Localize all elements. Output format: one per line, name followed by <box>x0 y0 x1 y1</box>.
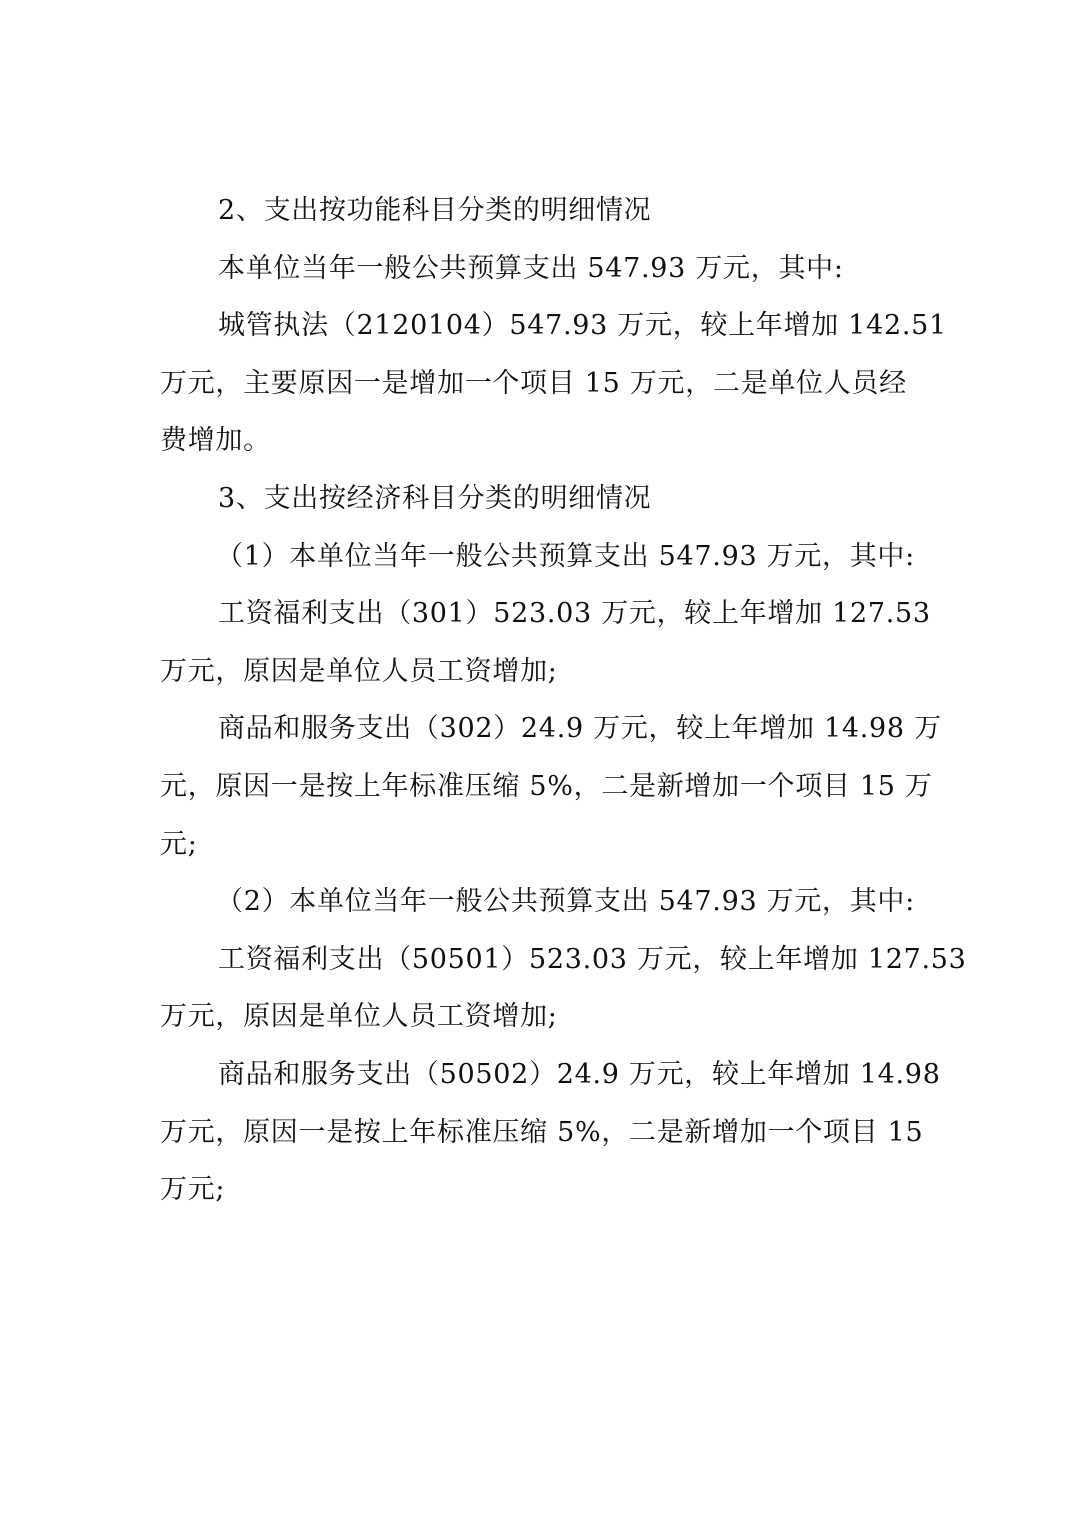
paragraph-line: 万元，原因是单位人员工资增加; <box>160 655 558 687</box>
section-heading-economic: 3、支出按经济科目分类的明细情况 <box>218 482 652 514</box>
section-heading-functional: 2、支出按功能科目分类的明细情况 <box>218 195 652 226</box>
paragraph-line: 城管执法（2120104）547.93 万元，较上年增加 142.51 <box>218 310 947 342</box>
paragraph-line: 工资福利支出（50501）523.03 万元，较上年增加 127.53 <box>218 943 967 975</box>
paragraph-line: 商品和服务支出（302）24.9 万元，较上年增加 14.98 万 <box>218 713 942 745</box>
paragraph-line: 本单位当年一般公共预算支出 547.93 万元，其中: <box>218 252 844 284</box>
paragraph-line: 费增加。 <box>160 425 271 457</box>
paragraph-line: 商品和服务支出（50502）24.9 万元，较上年增加 14.98 <box>218 1058 941 1090</box>
paragraph-line: 万元; <box>160 1174 226 1206</box>
paragraph-line: 工资福利支出（301）523.03 万元，较上年增加 127.53 <box>218 598 931 630</box>
paragraph-line: 万元，原因是单位人员工资增加; <box>160 1001 558 1033</box>
paragraph-line: 万元，原因一是按上年标准压缩 5%，二是新增加一个项目 15 <box>160 1116 924 1148</box>
paragraph-line: 万元，主要原因一是增加一个项目 15 万元，二是单位人员经 <box>160 367 907 399</box>
document-page <box>160 182 967 1219</box>
paragraph-line: （2）本单位当年一般公共预算支出 547.93 万元，其中: <box>216 886 915 918</box>
paragraph-line: 元，原因一是按上年标准压缩 5%，二是新增加一个项目 15 万 <box>160 770 933 802</box>
paragraph-line: （1）本单位当年一般公共预算支出 547.93 万元，其中: <box>216 540 915 572</box>
paragraph-line: 元; <box>160 828 198 860</box>
